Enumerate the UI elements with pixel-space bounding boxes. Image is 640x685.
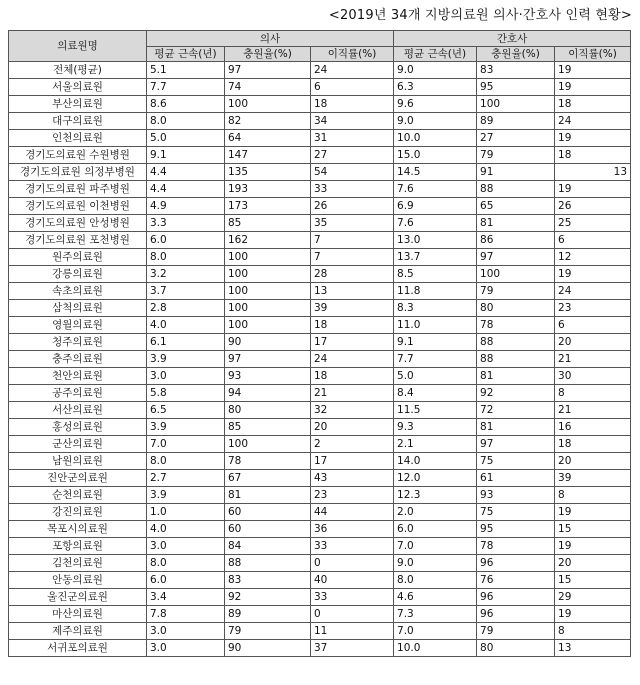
doctor-tenure-cell: 3.2 bbox=[147, 266, 225, 283]
doctor-fill-rate-cell: 97 bbox=[225, 351, 311, 368]
hospital-name-cell: 대구의료원 bbox=[9, 113, 147, 130]
hospital-name-cell: 경기도의료원 수원병원 bbox=[9, 147, 147, 164]
nurse-fill-rate-cell: 96 bbox=[477, 606, 555, 623]
table-row bbox=[9, 164, 631, 181]
nurse-fill-rate-cell: 96 bbox=[477, 589, 555, 606]
doctor-tenure-cell: 4.9 bbox=[147, 198, 225, 215]
nurse-fill-rate-cell: 79 bbox=[477, 147, 555, 164]
table-row bbox=[9, 249, 631, 266]
nurse-turnover-cell: 13 bbox=[555, 640, 631, 657]
doctor-turnover-cell: 11 bbox=[311, 623, 394, 640]
header-nurse-fill-rate: 충원율(%) bbox=[477, 47, 555, 62]
nurse-turnover-cell: 18 bbox=[555, 436, 631, 453]
doctor-fill-rate-cell: 60 bbox=[225, 504, 311, 521]
table-row bbox=[9, 623, 631, 640]
page-title: <2019년 34개 지방의료원 의사·간호사 인력 현황> bbox=[328, 8, 632, 23]
nurse-turnover-cell: 20 bbox=[555, 453, 631, 470]
hospital-name-cell: 속초의료원 bbox=[9, 283, 147, 300]
doctor-turnover-cell: 36 bbox=[311, 521, 394, 538]
hospital-name-cell: 홍성의료원 bbox=[9, 419, 147, 436]
doctor-turnover-cell: 34 bbox=[311, 113, 394, 130]
doctor-fill-rate-cell: 90 bbox=[225, 640, 311, 657]
doctor-tenure-cell: 4.4 bbox=[147, 164, 225, 181]
nurse-tenure-cell: 7.0 bbox=[394, 538, 477, 555]
nurse-turnover-cell: 8 bbox=[555, 487, 631, 504]
nurse-fill-rate-cell: 78 bbox=[477, 317, 555, 334]
doctor-fill-rate-cell: 162 bbox=[225, 232, 311, 249]
doctor-turnover-cell: 24 bbox=[311, 62, 394, 79]
doctor-tenure-cell: 3.4 bbox=[147, 589, 225, 606]
doctor-fill-rate-cell: 60 bbox=[225, 521, 311, 538]
header-doctor-fill-rate: 충원율(%) bbox=[225, 47, 311, 62]
table-row bbox=[9, 589, 631, 606]
doctor-fill-rate-cell: 90 bbox=[225, 334, 311, 351]
hospital-name-cell: 진안군의료원 bbox=[9, 470, 147, 487]
doctor-tenure-cell: 4.0 bbox=[147, 521, 225, 538]
nurse-fill-rate-cell: 88 bbox=[477, 334, 555, 351]
doctor-tenure-cell: 3.0 bbox=[147, 368, 225, 385]
nurse-turnover-cell: 13 bbox=[555, 164, 631, 181]
doctor-fill-rate-cell: 100 bbox=[225, 300, 311, 317]
nurse-tenure-cell: 8.5 bbox=[394, 266, 477, 283]
doctor-fill-rate-cell: 84 bbox=[225, 538, 311, 555]
doctor-tenure-cell: 7.7 bbox=[147, 79, 225, 96]
doctor-fill-rate-cell: 100 bbox=[225, 436, 311, 453]
table-row bbox=[9, 232, 631, 249]
hospital-name-cell: 남원의료원 bbox=[9, 453, 147, 470]
doctor-turnover-cell: 7 bbox=[311, 249, 394, 266]
nurse-turnover-cell: 26 bbox=[555, 198, 631, 215]
table-row bbox=[9, 453, 631, 470]
doctor-tenure-cell: 3.0 bbox=[147, 623, 225, 640]
doctor-turnover-cell: 33 bbox=[311, 589, 394, 606]
nurse-turnover-cell: 19 bbox=[555, 130, 631, 147]
doctor-turnover-cell: 43 bbox=[311, 470, 394, 487]
nurse-tenure-cell: 14.5 bbox=[394, 164, 477, 181]
hospital-name-cell: 안동의료원 bbox=[9, 572, 147, 589]
doctor-tenure-cell: 8.0 bbox=[147, 453, 225, 470]
nurse-fill-rate-cell: 86 bbox=[477, 232, 555, 249]
doctor-tenure-cell: 5.1 bbox=[147, 62, 225, 79]
nurse-fill-rate-cell: 96 bbox=[477, 555, 555, 572]
hospital-name-cell: 경기도의료원 의정부병원 bbox=[9, 164, 147, 181]
table-row bbox=[9, 368, 631, 385]
doctor-fill-rate-cell: 64 bbox=[225, 130, 311, 147]
doctor-fill-rate-cell: 81 bbox=[225, 487, 311, 504]
nurse-tenure-cell: 7.7 bbox=[394, 351, 477, 368]
nurse-tenure-cell: 10.0 bbox=[394, 640, 477, 657]
nurse-fill-rate-cell: 92 bbox=[477, 385, 555, 402]
doctor-fill-rate-cell: 100 bbox=[225, 266, 311, 283]
hospital-name-cell: 강진의료원 bbox=[9, 504, 147, 521]
nurse-turnover-cell: 20 bbox=[555, 555, 631, 572]
hospital-name-cell: 울진군의료원 bbox=[9, 589, 147, 606]
doctor-fill-rate-cell: 85 bbox=[225, 215, 311, 232]
doctor-fill-rate-cell: 89 bbox=[225, 606, 311, 623]
nurse-fill-rate-cell: 80 bbox=[477, 300, 555, 317]
nurse-fill-rate-cell: 81 bbox=[477, 419, 555, 436]
hospital-name-cell: 서산의료원 bbox=[9, 402, 147, 419]
nurse-turnover-cell: 19 bbox=[555, 266, 631, 283]
nurse-turnover-cell: 18 bbox=[555, 147, 631, 164]
doctor-tenure-cell: 3.9 bbox=[147, 351, 225, 368]
nurse-fill-rate-cell: 93 bbox=[477, 487, 555, 504]
hospital-name-cell: 제주의료원 bbox=[9, 623, 147, 640]
table-row bbox=[9, 317, 631, 334]
doctor-fill-rate-cell: 100 bbox=[225, 96, 311, 113]
doctor-turnover-cell: 13 bbox=[311, 283, 394, 300]
nurse-tenure-cell: 6.3 bbox=[394, 79, 477, 96]
table-row bbox=[9, 79, 631, 96]
header-doctor-group: 의사 bbox=[147, 31, 394, 47]
nurse-turnover-cell: 6 bbox=[555, 232, 631, 249]
nurse-turnover-cell: 19 bbox=[555, 181, 631, 198]
hospital-name-cell: 서울의료원 bbox=[9, 79, 147, 96]
doctor-tenure-cell: 8.0 bbox=[147, 555, 225, 572]
doctor-fill-rate-cell: 80 bbox=[225, 402, 311, 419]
table-row bbox=[9, 419, 631, 436]
hospital-name-cell: 전체(평균) bbox=[9, 62, 147, 79]
table-row bbox=[9, 606, 631, 623]
nurse-turnover-cell: 6 bbox=[555, 317, 631, 334]
hospital-name-cell: 마산의료원 bbox=[9, 606, 147, 623]
doctor-turnover-cell: 18 bbox=[311, 96, 394, 113]
doctor-turnover-cell: 17 bbox=[311, 453, 394, 470]
table-body bbox=[9, 62, 631, 657]
nurse-turnover-cell: 18 bbox=[555, 96, 631, 113]
doctor-tenure-cell: 7.8 bbox=[147, 606, 225, 623]
doctor-tenure-cell: 8.0 bbox=[147, 249, 225, 266]
doctor-turnover-cell: 24 bbox=[311, 351, 394, 368]
nurse-tenure-cell: 9.0 bbox=[394, 62, 477, 79]
doctor-fill-rate-cell: 100 bbox=[225, 283, 311, 300]
nurse-tenure-cell: 2.0 bbox=[394, 504, 477, 521]
nurse-turnover-cell: 19 bbox=[555, 62, 631, 79]
nurse-fill-rate-cell: 76 bbox=[477, 572, 555, 589]
nurse-tenure-cell: 9.6 bbox=[394, 96, 477, 113]
doctor-fill-rate-cell: 93 bbox=[225, 368, 311, 385]
nurse-fill-rate-cell: 79 bbox=[477, 283, 555, 300]
doctor-tenure-cell: 1.0 bbox=[147, 504, 225, 521]
table-row bbox=[9, 436, 631, 453]
nurse-tenure-cell: 9.0 bbox=[394, 113, 477, 130]
table-row bbox=[9, 113, 631, 130]
hospital-name-cell: 강릉의료원 bbox=[9, 266, 147, 283]
doctor-fill-rate-cell: 88 bbox=[225, 555, 311, 572]
nurse-fill-rate-cell: 91 bbox=[477, 164, 555, 181]
header-doctor-turnover: 이직률(%) bbox=[311, 47, 394, 62]
doctor-tenure-cell: 2.7 bbox=[147, 470, 225, 487]
nurse-tenure-cell: 5.0 bbox=[394, 368, 477, 385]
nurse-tenure-cell: 9.0 bbox=[394, 555, 477, 572]
nurse-tenure-cell: 6.0 bbox=[394, 521, 477, 538]
nurse-tenure-cell: 8.0 bbox=[394, 572, 477, 589]
doctor-turnover-cell: 18 bbox=[311, 368, 394, 385]
doctor-tenure-cell: 3.0 bbox=[147, 538, 225, 555]
hospital-name-cell: 공주의료원 bbox=[9, 385, 147, 402]
doctor-fill-rate-cell: 74 bbox=[225, 79, 311, 96]
hospital-name-cell: 순천의료원 bbox=[9, 487, 147, 504]
doctor-turnover-cell: 23 bbox=[311, 487, 394, 504]
doctor-turnover-cell: 0 bbox=[311, 606, 394, 623]
doctor-tenure-cell: 3.7 bbox=[147, 283, 225, 300]
doctor-tenure-cell: 6.1 bbox=[147, 334, 225, 351]
doctor-turnover-cell: 32 bbox=[311, 402, 394, 419]
doctor-tenure-cell: 6.0 bbox=[147, 572, 225, 589]
nurse-turnover-cell: 19 bbox=[555, 538, 631, 555]
nurse-tenure-cell: 11.0 bbox=[394, 317, 477, 334]
hospital-name-cell: 인천의료원 bbox=[9, 130, 147, 147]
table-row bbox=[9, 385, 631, 402]
table-row bbox=[9, 300, 631, 317]
table-row bbox=[9, 504, 631, 521]
doctor-tenure-cell: 3.0 bbox=[147, 640, 225, 657]
hospital-name-cell: 김천의료원 bbox=[9, 555, 147, 572]
table-row bbox=[9, 334, 631, 351]
nurse-turnover-cell: 15 bbox=[555, 572, 631, 589]
doctor-fill-rate-cell: 100 bbox=[225, 317, 311, 334]
nurse-turnover-cell: 21 bbox=[555, 402, 631, 419]
nurse-turnover-cell: 24 bbox=[555, 113, 631, 130]
nurse-turnover-cell: 19 bbox=[555, 79, 631, 96]
doctor-fill-rate-cell: 85 bbox=[225, 419, 311, 436]
table-row bbox=[9, 470, 631, 487]
nurse-fill-rate-cell: 95 bbox=[477, 521, 555, 538]
table-row bbox=[9, 198, 631, 215]
table-row bbox=[9, 215, 631, 232]
nurse-tenure-cell: 9.1 bbox=[394, 334, 477, 351]
nurse-turnover-cell: 24 bbox=[555, 283, 631, 300]
doctor-tenure-cell: 8.0 bbox=[147, 113, 225, 130]
nurse-fill-rate-cell: 95 bbox=[477, 79, 555, 96]
nurse-fill-rate-cell: 97 bbox=[477, 249, 555, 266]
nurse-tenure-cell: 7.6 bbox=[394, 181, 477, 198]
nurse-fill-rate-cell: 65 bbox=[477, 198, 555, 215]
doctor-fill-rate-cell: 82 bbox=[225, 113, 311, 130]
doctor-turnover-cell: 17 bbox=[311, 334, 394, 351]
doctor-fill-rate-cell: 173 bbox=[225, 198, 311, 215]
hospital-name-cell: 목포시의료원 bbox=[9, 521, 147, 538]
hospital-name-cell: 군산의료원 bbox=[9, 436, 147, 453]
doctor-turnover-cell: 18 bbox=[311, 317, 394, 334]
doctor-turnover-cell: 35 bbox=[311, 215, 394, 232]
table-row bbox=[9, 555, 631, 572]
doctor-turnover-cell: 20 bbox=[311, 419, 394, 436]
table-row bbox=[9, 266, 631, 283]
table-row bbox=[9, 640, 631, 657]
doctor-turnover-cell: 44 bbox=[311, 504, 394, 521]
nurse-fill-rate-cell: 80 bbox=[477, 640, 555, 657]
nurse-tenure-cell: 14.0 bbox=[394, 453, 477, 470]
nurse-turnover-cell: 23 bbox=[555, 300, 631, 317]
doctor-tenure-cell: 4.4 bbox=[147, 181, 225, 198]
staffing-table bbox=[8, 30, 631, 657]
doctor-turnover-cell: 7 bbox=[311, 232, 394, 249]
table-row bbox=[9, 351, 631, 368]
hospital-name-cell: 경기도의료원 이천병원 bbox=[9, 198, 147, 215]
nurse-turnover-cell: 15 bbox=[555, 521, 631, 538]
doctor-turnover-cell: 26 bbox=[311, 198, 394, 215]
doctor-tenure-cell: 7.0 bbox=[147, 436, 225, 453]
doctor-tenure-cell: 2.8 bbox=[147, 300, 225, 317]
nurse-tenure-cell: 11.8 bbox=[394, 283, 477, 300]
doctor-fill-rate-cell: 147 bbox=[225, 147, 311, 164]
doctor-tenure-cell: 3.3 bbox=[147, 215, 225, 232]
nurse-tenure-cell: 12.0 bbox=[394, 470, 477, 487]
nurse-turnover-cell: 30 bbox=[555, 368, 631, 385]
nurse-tenure-cell: 12.3 bbox=[394, 487, 477, 504]
table-row bbox=[9, 62, 631, 79]
hospital-name-cell: 충주의료원 bbox=[9, 351, 147, 368]
hospital-name-cell: 천안의료원 bbox=[9, 368, 147, 385]
table-row bbox=[9, 487, 631, 504]
table-row bbox=[9, 521, 631, 538]
header-doctor-tenure: 평균 근속(년) bbox=[147, 47, 225, 62]
nurse-tenure-cell: 8.3 bbox=[394, 300, 477, 317]
nurse-fill-rate-cell: 88 bbox=[477, 181, 555, 198]
hospital-name-cell: 삼척의료원 bbox=[9, 300, 147, 317]
doctor-turnover-cell: 40 bbox=[311, 572, 394, 589]
nurse-fill-rate-cell: 81 bbox=[477, 215, 555, 232]
nurse-fill-rate-cell: 75 bbox=[477, 504, 555, 521]
doctor-tenure-cell: 6.5 bbox=[147, 402, 225, 419]
nurse-tenure-cell: 13.0 bbox=[394, 232, 477, 249]
doctor-turnover-cell: 54 bbox=[311, 164, 394, 181]
table-row bbox=[9, 147, 631, 164]
nurse-fill-rate-cell: 61 bbox=[477, 470, 555, 487]
nurse-turnover-cell: 8 bbox=[555, 385, 631, 402]
doctor-fill-rate-cell: 135 bbox=[225, 164, 311, 181]
table-row bbox=[9, 181, 631, 198]
hospital-name-cell: 경기도의료원 파주병원 bbox=[9, 181, 147, 198]
nurse-fill-rate-cell: 72 bbox=[477, 402, 555, 419]
header-nurse-group: 간호사 bbox=[394, 31, 631, 47]
nurse-tenure-cell: 4.6 bbox=[394, 589, 477, 606]
doctor-fill-rate-cell: 92 bbox=[225, 589, 311, 606]
doctor-fill-rate-cell: 79 bbox=[225, 623, 311, 640]
nurse-fill-rate-cell: 89 bbox=[477, 113, 555, 130]
doctor-fill-rate-cell: 94 bbox=[225, 385, 311, 402]
nurse-turnover-cell: 29 bbox=[555, 589, 631, 606]
doctor-turnover-cell: 39 bbox=[311, 300, 394, 317]
doctor-fill-rate-cell: 193 bbox=[225, 181, 311, 198]
table-row bbox=[9, 538, 631, 555]
nurse-fill-rate-cell: 79 bbox=[477, 623, 555, 640]
hospital-name-cell: 부산의료원 bbox=[9, 96, 147, 113]
nurse-fill-rate-cell: 100 bbox=[477, 266, 555, 283]
hospital-name-cell: 영월의료원 bbox=[9, 317, 147, 334]
nurse-fill-rate-cell: 88 bbox=[477, 351, 555, 368]
doctor-turnover-cell: 31 bbox=[311, 130, 394, 147]
doctor-tenure-cell: 5.8 bbox=[147, 385, 225, 402]
table-row bbox=[9, 572, 631, 589]
nurse-turnover-cell: 39 bbox=[555, 470, 631, 487]
doctor-fill-rate-cell: 100 bbox=[225, 249, 311, 266]
header-hospital-name: 의료원명 bbox=[9, 31, 147, 62]
header-nurse-tenure: 평균 근속(년) bbox=[394, 47, 477, 62]
nurse-tenure-cell: 10.0 bbox=[394, 130, 477, 147]
nurse-tenure-cell: 9.3 bbox=[394, 419, 477, 436]
nurse-fill-rate-cell: 27 bbox=[477, 130, 555, 147]
hospital-name-cell: 포항의료원 bbox=[9, 538, 147, 555]
doctor-turnover-cell: 0 bbox=[311, 555, 394, 572]
nurse-tenure-cell: 7.0 bbox=[394, 623, 477, 640]
doctor-tenure-cell: 3.9 bbox=[147, 487, 225, 504]
hospital-name-cell: 경기도의료원 안성병원 bbox=[9, 215, 147, 232]
nurse-turnover-cell: 8 bbox=[555, 623, 631, 640]
doctor-fill-rate-cell: 83 bbox=[225, 572, 311, 589]
doctor-turnover-cell: 27 bbox=[311, 147, 394, 164]
table-row bbox=[9, 130, 631, 147]
nurse-tenure-cell: 2.1 bbox=[394, 436, 477, 453]
doctor-tenure-cell: 8.6 bbox=[147, 96, 225, 113]
doctor-turnover-cell: 33 bbox=[311, 181, 394, 198]
doctor-tenure-cell: 6.0 bbox=[147, 232, 225, 249]
nurse-turnover-cell: 19 bbox=[555, 504, 631, 521]
doctor-fill-rate-cell: 78 bbox=[225, 453, 311, 470]
doctor-tenure-cell: 4.0 bbox=[147, 317, 225, 334]
nurse-tenure-cell: 11.5 bbox=[394, 402, 477, 419]
doctor-turnover-cell: 2 bbox=[311, 436, 394, 453]
nurse-tenure-cell: 15.0 bbox=[394, 147, 477, 164]
hospital-name-cell: 서귀포의료원 bbox=[9, 640, 147, 657]
doctor-fill-rate-cell: 67 bbox=[225, 470, 311, 487]
doctor-turnover-cell: 6 bbox=[311, 79, 394, 96]
doctor-turnover-cell: 21 bbox=[311, 385, 394, 402]
doctor-turnover-cell: 33 bbox=[311, 538, 394, 555]
doctor-fill-rate-cell: 97 bbox=[225, 62, 311, 79]
nurse-tenure-cell: 7.3 bbox=[394, 606, 477, 623]
doctor-turnover-cell: 28 bbox=[311, 266, 394, 283]
table-row bbox=[9, 96, 631, 113]
table-row bbox=[9, 283, 631, 300]
hospital-name-cell: 경기도의료원 포천병원 bbox=[9, 232, 147, 249]
nurse-fill-rate-cell: 100 bbox=[477, 96, 555, 113]
nurse-fill-rate-cell: 78 bbox=[477, 538, 555, 555]
hospital-name-cell: 원주의료원 bbox=[9, 249, 147, 266]
nurse-tenure-cell: 8.4 bbox=[394, 385, 477, 402]
nurse-turnover-cell: 21 bbox=[555, 351, 631, 368]
doctor-tenure-cell: 9.1 bbox=[147, 147, 225, 164]
nurse-turnover-cell: 25 bbox=[555, 215, 631, 232]
doctor-turnover-cell: 37 bbox=[311, 640, 394, 657]
nurse-turnover-cell: 20 bbox=[555, 334, 631, 351]
doctor-tenure-cell: 3.9 bbox=[147, 419, 225, 436]
nurse-fill-rate-cell: 75 bbox=[477, 453, 555, 470]
nurse-tenure-cell: 7.6 bbox=[394, 215, 477, 232]
doctor-tenure-cell: 5.0 bbox=[147, 130, 225, 147]
header-nurse-turnover: 이직률(%) bbox=[555, 47, 631, 62]
nurse-fill-rate-cell: 97 bbox=[477, 436, 555, 453]
nurse-turnover-cell: 12 bbox=[555, 249, 631, 266]
nurse-fill-rate-cell: 81 bbox=[477, 368, 555, 385]
nurse-turnover-cell: 19 bbox=[555, 606, 631, 623]
nurse-tenure-cell: 6.9 bbox=[394, 198, 477, 215]
nurse-turnover-cell: 16 bbox=[555, 419, 631, 436]
table-row bbox=[9, 402, 631, 419]
nurse-tenure-cell: 13.7 bbox=[394, 249, 477, 266]
hospital-name-cell: 청주의료원 bbox=[9, 334, 147, 351]
nurse-fill-rate-cell: 83 bbox=[477, 62, 555, 79]
